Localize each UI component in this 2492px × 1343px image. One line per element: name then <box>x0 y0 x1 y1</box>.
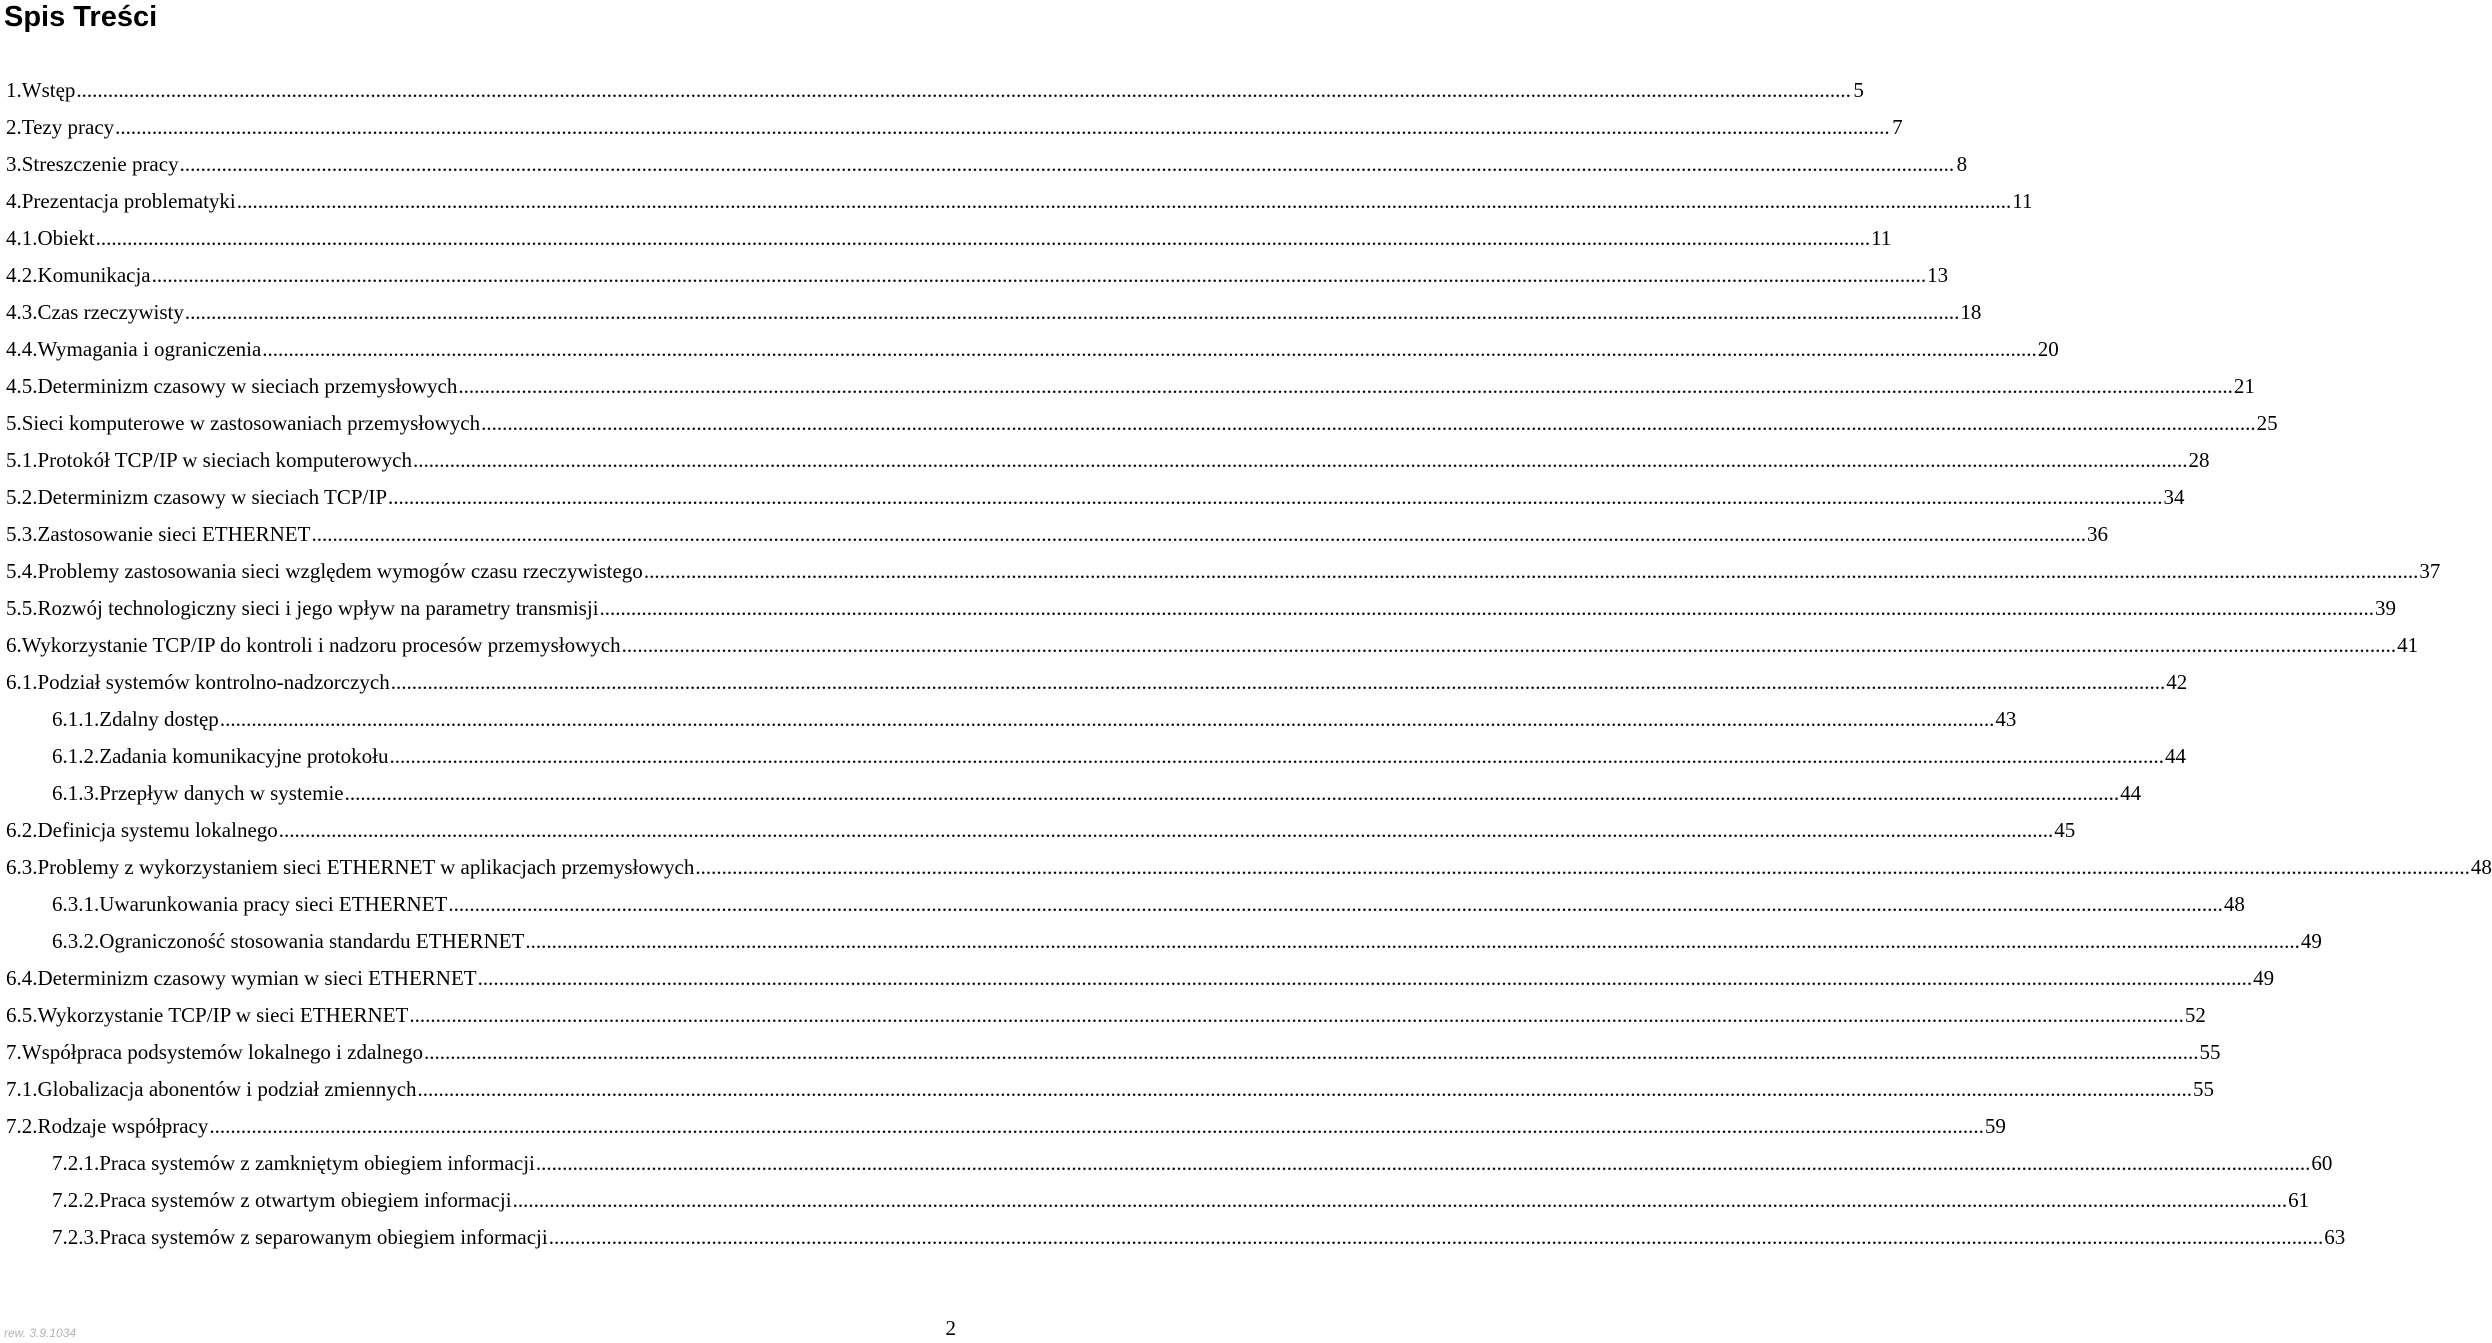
toc-entry[interactable] <box>6 997 2206 1034</box>
toc-entry-number: 6.3.1. <box>52 892 100 916</box>
toc-entry-number: 7.2.2. <box>52 1188 100 1212</box>
toc-dot-leader <box>237 183 2012 220</box>
toc-entry[interactable] <box>6 368 2255 405</box>
toc-dot-leader <box>311 516 2086 553</box>
toc-entry-page: 18 <box>1960 300 1982 324</box>
toc-entry-number: 5.3. <box>6 522 38 546</box>
toc-dot-leader <box>115 109 1890 146</box>
toc-entry-page: 49 <box>2253 966 2275 990</box>
toc-entry[interactable] <box>52 886 2245 923</box>
toc-entry[interactable] <box>6 849 2492 886</box>
toc-entry-number: 4.5. <box>6 374 38 398</box>
toc-entry-title: Zadania komunikacyjne protokołu <box>99 744 389 768</box>
toc-dot-leader <box>600 590 2375 627</box>
toc-entry[interactable] <box>6 294 1982 331</box>
toc-dot-leader <box>262 331 2037 368</box>
toc-entry-title: Determinizm czasowy w sieciach TCP/IP <box>37 485 388 509</box>
toc-entry-page: 37 <box>2419 559 2441 583</box>
toc-entry-title: Wykorzystanie TCP/IP w sieci ETHERNET <box>37 1003 409 1027</box>
toc-dot-leader <box>644 553 2419 590</box>
toc-entry-page: 44 <box>2165 744 2187 768</box>
toc-dot-leader <box>388 479 2163 516</box>
toc-entry-title: Problemy zastosowania sieci względem wymogów czasu rzeczywistego <box>37 559 643 583</box>
page-title: Spis Treści <box>4 1 158 33</box>
toc-entry-title: Wymagania i ograniczenia <box>37 337 262 361</box>
toc-entry-page: 28 <box>2188 448 2210 472</box>
toc-entry[interactable] <box>52 923 2322 960</box>
toc-entry-number: 6.3.2. <box>52 929 100 953</box>
toc-entry-page: 44 <box>2120 781 2142 805</box>
toc-entry-title: Współpraca podsystemów lokalnego i zdalnego <box>21 1040 423 1064</box>
page-number: 2 <box>945 1316 956 1340</box>
toc-dot-leader <box>418 1071 2193 1108</box>
toc-entry[interactable] <box>6 627 2419 664</box>
toc-entry[interactable] <box>6 479 2185 516</box>
toc-entry[interactable] <box>6 1071 2215 1108</box>
toc-entry-title: Tezy pracy <box>21 115 115 139</box>
toc-dot-leader <box>695 849 2470 886</box>
toc-entry-title: Praca systemów z separowanym obiegiem informacji <box>99 1225 548 1249</box>
toc-entry-number: 6.2. <box>6 818 38 842</box>
toc-dot-leader <box>391 664 2166 701</box>
toc-entry[interactable] <box>6 590 2397 627</box>
toc-entry-page: 49 <box>2300 929 2322 953</box>
toc-entry[interactable] <box>6 109 1903 146</box>
toc-entry-page: 5 <box>1853 78 1864 102</box>
toc-entry[interactable] <box>6 960 2275 997</box>
toc-entry[interactable] <box>6 331 2059 368</box>
toc-entry-number: 4.2. <box>6 263 38 287</box>
toc-entry-number: 5.1. <box>6 448 38 472</box>
toc-entry[interactable] <box>6 442 2210 479</box>
toc-entry-page: 61 <box>2288 1188 2310 1212</box>
toc-entry-number: 6.1.3. <box>52 781 100 805</box>
toc-entry[interactable] <box>52 701 2017 738</box>
toc-dot-leader <box>549 1219 2324 1256</box>
toc-entry-number: 7.2.1. <box>52 1151 100 1175</box>
toc-entry-number: 6.1.2. <box>52 744 100 768</box>
toc-entry-number: 4.4. <box>6 337 38 361</box>
toc-entry-number: 4. <box>6 189 22 213</box>
toc-entry-page: 11 <box>1871 226 1892 250</box>
toc-entry-number: 6.4. <box>6 966 38 990</box>
toc-entry-title: Zdalny dostęp <box>99 707 219 731</box>
toc-entry-page: 59 <box>1984 1114 2006 1138</box>
toc-entry-number: 6.5. <box>6 1003 38 1027</box>
toc-entry-title: Rodzaje współpracy <box>37 1114 209 1138</box>
toc-entry-number: 6.1.1. <box>52 707 100 731</box>
toc-entry-number: 2. <box>6 115 22 139</box>
toc-dot-leader <box>513 1182 2288 1219</box>
toc-dot-leader <box>76 72 1851 109</box>
revision-label: rew. 3.9.1034 <box>4 1326 77 1340</box>
toc-dot-leader <box>96 220 1871 257</box>
toc-entry-title: Rozwój technologiczny sieci i jego wpływ na parametry transmisji <box>37 596 599 620</box>
toc-entry[interactable] <box>6 664 2188 701</box>
toc-entry-title: Czas rzeczywisty <box>37 300 184 324</box>
toc-entry-number: 1. <box>6 78 22 102</box>
toc-entry-page: 48 <box>2470 855 2492 879</box>
toc-entry-title: Podział systemów kontrolno-nadzorczych <box>37 670 390 694</box>
toc-entry-title: Sieci komputerowe w zastosowaniach przemysłowych <box>21 411 481 435</box>
toc-entry-number: 5.5. <box>6 596 38 620</box>
toc-entry[interactable] <box>6 1108 2006 1145</box>
toc-entry-number: 6.1. <box>6 670 38 694</box>
toc-entry-number: 6.3. <box>6 855 38 879</box>
toc-entry-page: 11 <box>2012 189 2033 213</box>
toc-entry-page: 8 <box>1956 152 1968 176</box>
toc-dot-leader <box>185 294 1960 331</box>
toc-entry-number: 7.2.3. <box>52 1225 100 1249</box>
toc-entry[interactable] <box>6 1034 2221 1071</box>
toc-entry[interactable] <box>6 72 1864 109</box>
toc-entry[interactable] <box>6 553 2441 590</box>
toc-entry-title: Komunikacja <box>37 263 151 287</box>
toc-entry-title: Prezentacja problematyki <box>21 189 236 213</box>
toc-entry-number: 4.1. <box>6 226 38 250</box>
toc-entry-title: Uwarunkowania pracy sieci ETHERNET <box>99 892 448 916</box>
toc-dot-leader <box>481 405 2256 442</box>
toc-entry-title: Przepływ danych w systemie <box>99 781 344 805</box>
toc-dot-leader <box>180 146 1955 183</box>
toc-dot-leader <box>409 997 2184 1034</box>
toc-entry[interactable] <box>6 257 1949 294</box>
toc-entry-page: 48 <box>2223 892 2245 916</box>
toc-entry[interactable] <box>52 1219 2346 1256</box>
toc-entry-page: 7 <box>1892 115 1903 139</box>
toc-entry-title: Praca systemów z otwartym obiegiem informacji <box>99 1188 512 1212</box>
toc-dot-leader <box>345 775 2120 812</box>
toc-dot-leader <box>622 627 2397 664</box>
toc-dot-leader <box>478 960 2253 997</box>
toc-entry-number: 6. <box>6 633 22 657</box>
toc-entry-page: 55 <box>2199 1040 2221 1064</box>
toc-entry[interactable] <box>52 1182 2310 1219</box>
toc-dot-leader <box>209 1108 1984 1145</box>
toc-entry-title: Obiekt <box>37 226 95 250</box>
toc-entry-number: 7.2. <box>6 1114 38 1138</box>
toc-entry[interactable] <box>6 405 2278 442</box>
toc-entry-page: 34 <box>2163 485 2185 509</box>
toc-entry-page: 45 <box>2054 818 2076 842</box>
toc-entry-page: 21 <box>2233 374 2255 398</box>
toc-entry-title: Zastosowanie sieci ETHERNET <box>37 522 311 546</box>
toc-dot-leader <box>279 812 2054 849</box>
toc-entry[interactable] <box>6 220 1892 257</box>
toc-entry-title: Streszczenie pracy <box>21 152 179 176</box>
toc-dot-leader <box>220 701 1995 738</box>
toc-entry-title: Protokół TCP/IP w sieciach komputerowych <box>37 448 412 472</box>
toc-entry-number: 4.3. <box>6 300 38 324</box>
toc-entry-page: 20 <box>2037 337 2059 361</box>
toc-entry-title: Problemy z wykorzystaniem sieci ETHERNET w aplikacjach przemysłowych <box>37 855 695 879</box>
toc-entry[interactable] <box>52 1145 2333 1182</box>
toc-entry[interactable] <box>52 738 2187 775</box>
toc-entry[interactable] <box>6 183 2033 220</box>
toc-entry-title: Determinizm czasowy w sieciach przemysłowych <box>37 374 458 398</box>
toc-entry-page: 13 <box>1927 263 1949 287</box>
toc-entry-page: 43 <box>1995 707 2017 731</box>
toc-dot-leader <box>424 1034 2199 1071</box>
toc-dot-leader <box>390 738 2165 775</box>
toc-entry-page: 25 <box>2256 411 2278 435</box>
toc-dot-leader <box>413 442 2188 479</box>
toc-dot-leader <box>536 1145 2311 1182</box>
toc-entry-title: Determinizm czasowy wymian w sieci ETHERNET <box>37 966 477 990</box>
toc-entry[interactable] <box>6 812 2076 849</box>
toc-entry-page: 39 <box>2375 596 2397 620</box>
toc-entry-page: 52 <box>2184 1003 2206 1027</box>
toc-dot-leader <box>458 368 2233 405</box>
toc-entry-number: 7.1. <box>6 1077 38 1101</box>
toc-dot-leader <box>152 257 1927 294</box>
toc-entry-page: 36 <box>2086 522 2108 546</box>
toc-entry-page: 41 <box>2397 633 2419 657</box>
toc-entry[interactable] <box>6 146 1968 183</box>
toc-entry[interactable] <box>6 516 2108 553</box>
toc-entry-title: Wstęp <box>21 78 76 102</box>
toc-entry-title: Globalizacja abonentów i podział zmiennych <box>37 1077 417 1101</box>
toc-entry-page: 60 <box>2311 1151 2333 1175</box>
toc-entry-title: Definicja systemu lokalnego <box>37 818 278 842</box>
toc-entry-number: 3. <box>6 152 22 176</box>
toc-entry-number: 7. <box>6 1040 22 1064</box>
toc-entry-page: 55 <box>2193 1077 2215 1101</box>
toc-entry-title: Praca systemów z zamkniętym obiegiem informacji <box>99 1151 535 1175</box>
toc-dot-leader <box>525 923 2300 960</box>
toc-entry-title: Wykorzystanie TCP/IP do kontroli i nadzoru procesów przemysłowych <box>21 633 621 657</box>
toc-dot-leader <box>448 886 2223 923</box>
toc-entry-page: 42 <box>2166 670 2188 694</box>
toc-entry[interactable] <box>52 775 2142 812</box>
toc-entry-number: 5.4. <box>6 559 38 583</box>
toc-entry-page: 63 <box>2324 1225 2346 1249</box>
toc-entry-number: 5. <box>6 411 22 435</box>
toc-entry-number: 5.2. <box>6 485 38 509</box>
toc-entry-title: Ograniczoność stosowania standardu ETHERNET <box>99 929 525 953</box>
